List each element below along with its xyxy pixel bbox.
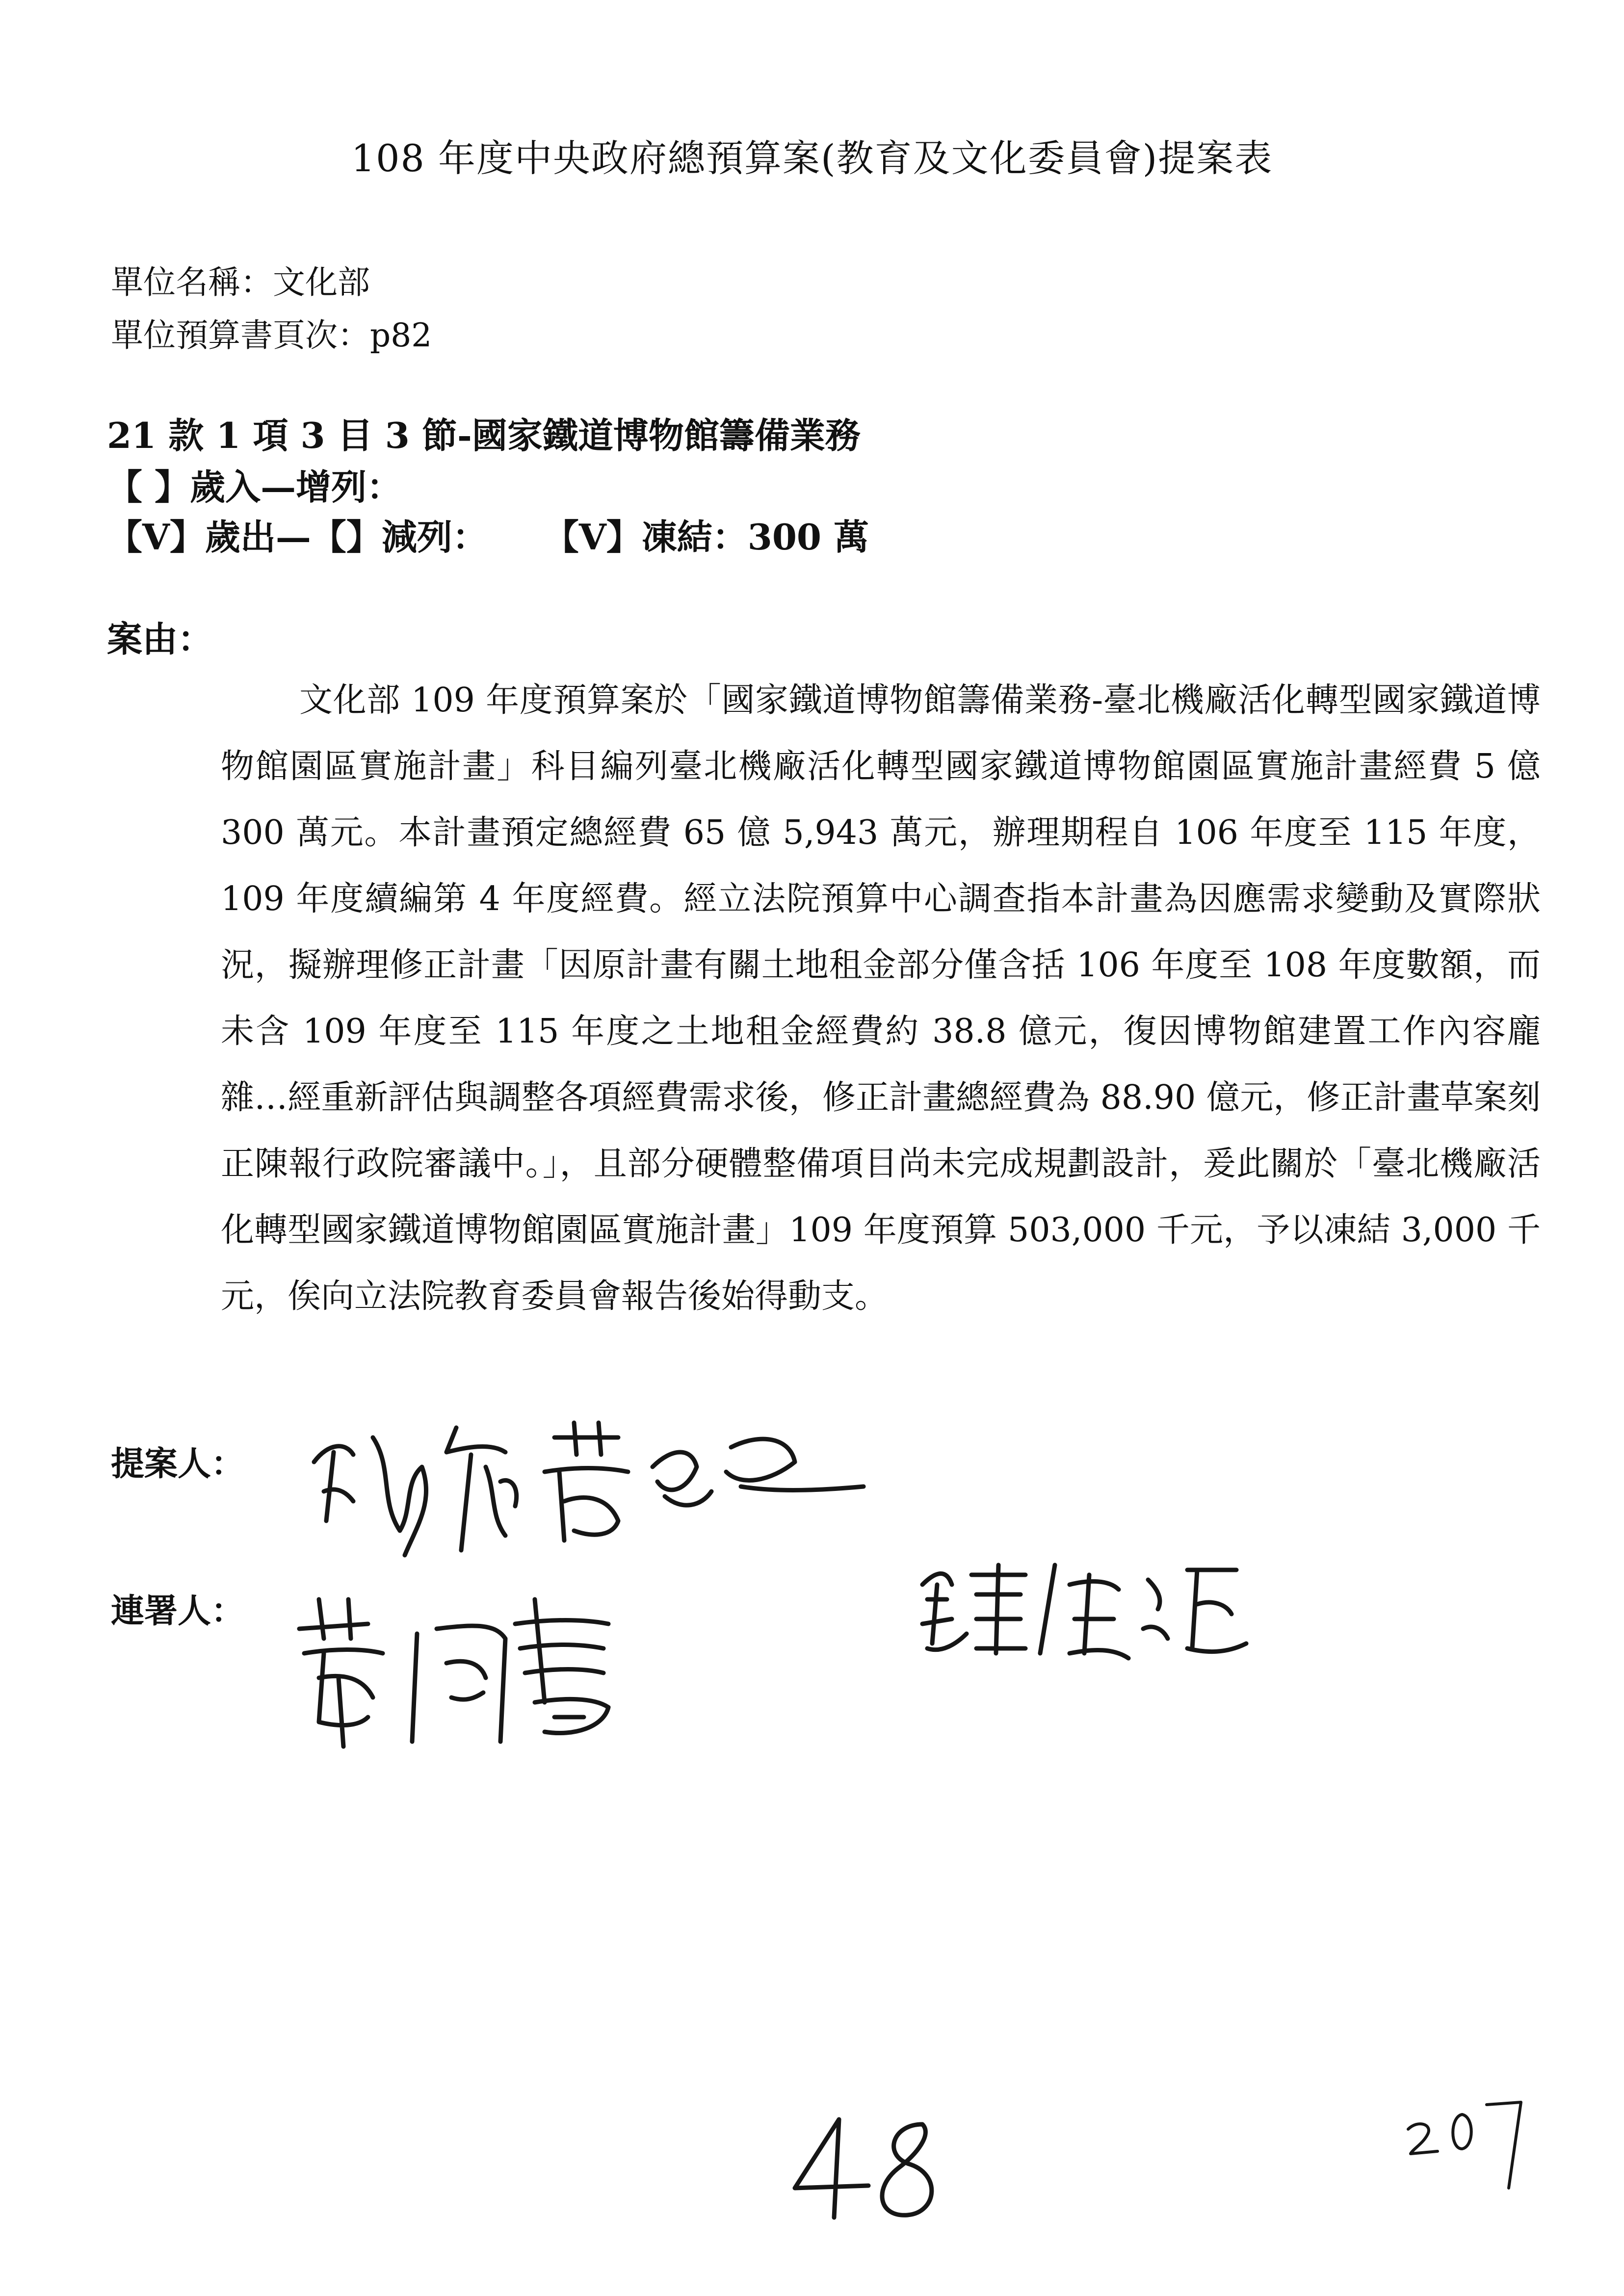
- proposer-signature: [299, 1408, 888, 1565]
- proposer-label: 提案人：: [111, 1444, 245, 1484]
- expense-line: [107, 509, 869, 560]
- reason-body: 文化部 109 年度預算案於「國家鐵道博物館籌備業務-臺北機廠活化轉型國家鐵道博物館園區實施計畫」科目編列臺北機廠活化轉型國家鐵道博物館園區實施計畫經費 5 億 300 萬元。本計畫預定總經費 65 億 5,943 萬元，辦理期程自 106 年度至 115 年度， 109 年度續編第 4 年度經費。經立法院預算中心調查指本計畫為因應需求變動及實際狀況，擬辦理修正計畫「因原計畫有關土地租金部分僅含括 106 年度至 108 年度數額，而未含 109 年度至 115 年度之土地租金經費約 38.8 億元，復因博物館建置工作內容龐雜…經重新評估與調整各項經費需求後，修正計畫總經費為 88.90 億元，修正計畫草案刻正陳報行政院審議中。」，且部分硬體整備項目尚未完成規劃設計，爰此關於「臺北機廠活化轉型國家鐵道博物館園區實施計畫」109 年度預算 503,000 千元，予以凍結 3,000 千元，俟向立法院教育委員會報告後始得動支。: [221, 681, 1541, 1316]
- cosigner-label: 連署人：: [111, 1592, 245, 1631]
- handwritten-page-number: [785, 2114, 962, 2222]
- freeze-amount: 【V】凍結：300 萬: [561, 516, 869, 558]
- budget-item-title: 21 款 1 項 3 目 3 節-國家鐵道博物館籌備業務: [107, 415, 861, 456]
- handwritten-corner-mark: [1403, 2095, 1531, 2193]
- page-title: 108 年度中央政府總預算案(教育及文化委員會)提案表: [351, 136, 1273, 180]
- reason-heading: 案由：: [107, 618, 213, 660]
- expense-reduce-label: 【V】歲出—【】減列：: [107, 516, 488, 558]
- unit-name: 單位名稱：文化部: [111, 263, 370, 301]
- cosigner-signature-2: [913, 1555, 1256, 1668]
- unit-budget-page: 單位預算書頁次：p82: [111, 316, 432, 354]
- income-line: 【 】歲入—增列：: [107, 466, 402, 508]
- cosigner-signature-1: [289, 1580, 643, 1766]
